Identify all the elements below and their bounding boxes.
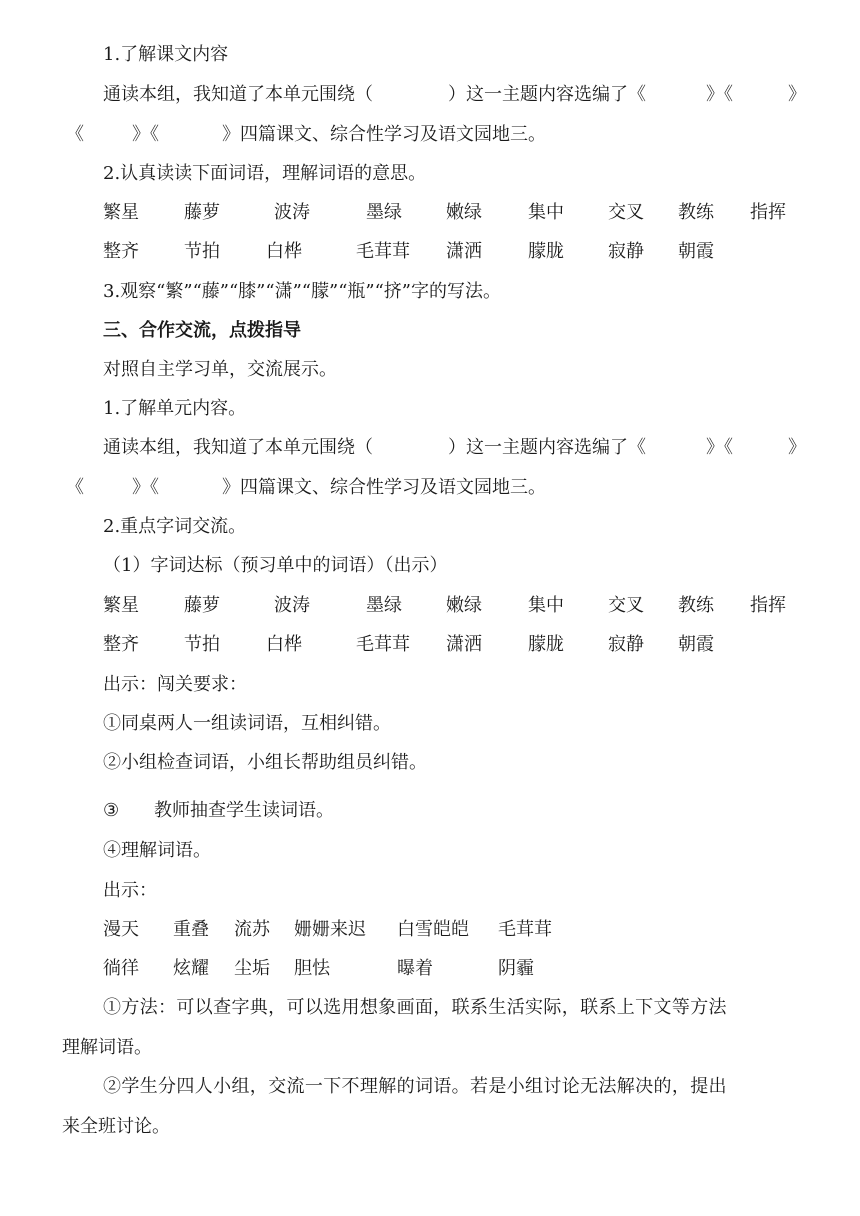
heading-text: 1.了解课文内容 xyxy=(103,44,229,65)
word: 交叉 xyxy=(608,202,644,223)
word: 朝霞 xyxy=(678,241,714,262)
show-label xyxy=(0,877,860,905)
section-title xyxy=(0,317,860,345)
fill-text-mid: ）这一主题内容选编了《 xyxy=(448,437,646,458)
word: 节拍 xyxy=(184,241,220,262)
word: 尘垢 xyxy=(234,958,270,979)
word: 藤萝 xyxy=(184,595,220,616)
show-text: 出示： xyxy=(103,880,157,901)
word: 徜徉 xyxy=(103,958,139,979)
fill-blank-line-1 xyxy=(0,81,860,109)
heading-observe-characters xyxy=(0,278,860,306)
word: 整齐 xyxy=(103,241,139,262)
book-quote-end: 》 xyxy=(788,437,806,458)
requirement-text: ①同桌两人一组读词语，互相纠错。 xyxy=(103,713,391,734)
intro-text: 对照自主学习单，交流展示。 xyxy=(103,359,337,380)
word: 节拍 xyxy=(184,634,220,655)
requirement-text: 教师抽查学生读词语。 xyxy=(154,800,334,821)
word: 指挥 xyxy=(750,595,786,616)
book-quote-start: 《 xyxy=(66,124,84,145)
heading-text: 3.观察“繁”“藤”“膝”“潇”“朦”“瓶”“挤”字的写法。 xyxy=(103,281,502,302)
requirement-item xyxy=(0,837,860,865)
word: 潇洒 xyxy=(446,241,482,262)
word: 波涛 xyxy=(274,202,310,223)
heading-understand-text xyxy=(0,41,860,69)
book-quote-end: 》 xyxy=(788,84,806,105)
word: 教练 xyxy=(678,595,714,616)
heading-text: 2.认真读读下面词语，理解词语的意思。 xyxy=(103,163,427,184)
word: 寂静 xyxy=(608,241,644,262)
book-quote-close: 》《 xyxy=(706,437,733,458)
requirement-text: ②小组检查词语，小组长帮助组员纠错。 xyxy=(103,752,427,773)
item-heading xyxy=(0,513,860,541)
requirement-number: ③ xyxy=(103,800,120,821)
requirement-item xyxy=(0,749,860,777)
fill-blank-line-2 xyxy=(0,474,860,502)
paragraph-text: 来全班讨论。 xyxy=(62,1116,170,1137)
word: 姗姗来迟 xyxy=(294,919,366,940)
paragraph-text: ①方法：可以查字典，可以选用想象画面，联系生活实际，联系上下文等方法 xyxy=(103,997,727,1018)
paragraph-text: ②学生分四人小组，交流一下不理解的词语。若是小组讨论无法解决的，提出 xyxy=(103,1076,727,1097)
item-text: 2.重点字词交流。 xyxy=(103,516,247,537)
requirements-heading xyxy=(0,671,860,699)
word: 重叠 xyxy=(173,919,209,940)
word: 朦胧 xyxy=(528,241,564,262)
word: 炫耀 xyxy=(173,958,209,979)
fill-blank-line-1 xyxy=(0,434,860,462)
fill-text-mid: ）这一主题内容选编了《 xyxy=(448,84,646,105)
word: 教练 xyxy=(678,202,714,223)
requirement-item xyxy=(0,797,860,825)
fill-blank-line-2 xyxy=(0,121,860,149)
word: 嫩绿 xyxy=(446,595,482,616)
sub-item-text: （1）字词达标（预习单中的词语）（出示） xyxy=(103,555,448,576)
fill-text: 通读本组，我知道了本单元围绕（ xyxy=(103,437,373,458)
word: 流苏 xyxy=(234,919,270,940)
word: 寂静 xyxy=(608,634,644,655)
heading-read-words xyxy=(0,160,860,188)
word: 波涛 xyxy=(274,595,310,616)
item-heading xyxy=(0,395,860,423)
word: 白雪皑皑 xyxy=(397,919,469,940)
word: 曝着 xyxy=(397,958,433,979)
word: 朝霞 xyxy=(678,634,714,655)
word: 漫天 xyxy=(103,919,139,940)
word: 嫩绿 xyxy=(446,202,482,223)
paragraph-text: 理解词语。 xyxy=(62,1037,152,1058)
word-row-2 xyxy=(0,631,860,659)
requirement-text: ④理解词语。 xyxy=(103,840,211,861)
word: 繁星 xyxy=(103,202,139,223)
word: 毛茸茸 xyxy=(356,241,410,262)
word: 藤萝 xyxy=(184,202,220,223)
group-paragraph-line-2 xyxy=(0,1113,860,1141)
word: 墨绿 xyxy=(366,595,402,616)
word: 毛茸茸 xyxy=(356,634,410,655)
word: 毛茸茸 xyxy=(498,919,552,940)
word-row-1 xyxy=(0,199,860,227)
fill-text: 通读本组，我知道了本单元围绕（ xyxy=(103,84,373,105)
word: 阴霾 xyxy=(498,958,534,979)
vocab-row-1 xyxy=(0,916,860,944)
word: 墨绿 xyxy=(366,202,402,223)
fill-text-end: 》四篇课文、综合性学习及语文园地三。 xyxy=(222,124,546,145)
word-row-1 xyxy=(0,592,860,620)
method-paragraph-line-2 xyxy=(0,1034,860,1062)
word: 集中 xyxy=(528,595,564,616)
word-row-2 xyxy=(0,238,860,266)
sub-item-heading xyxy=(0,552,860,580)
word: 白桦 xyxy=(266,634,302,655)
book-quote-close: 》《 xyxy=(706,84,733,105)
word: 白桦 xyxy=(266,241,302,262)
book-quote-close: 》《 xyxy=(132,477,159,498)
group-paragraph-line-1 xyxy=(0,1073,860,1101)
section-title-text: 三、合作交流，点拨指导 xyxy=(103,320,301,341)
word: 交叉 xyxy=(608,595,644,616)
requirement-item xyxy=(0,710,860,738)
method-paragraph-line-1 xyxy=(0,994,860,1022)
book-quote-close: 》《 xyxy=(132,124,159,145)
word: 繁星 xyxy=(103,595,139,616)
word: 朦胧 xyxy=(528,634,564,655)
paragraph xyxy=(0,356,860,384)
word: 整齐 xyxy=(103,634,139,655)
requirements-text: 出示：闯关要求： xyxy=(103,674,247,695)
fill-text-end: 》四篇课文、综合性学习及语文园地三。 xyxy=(222,477,546,498)
book-quote-start: 《 xyxy=(66,477,84,498)
word: 潇洒 xyxy=(446,634,482,655)
item-text: 1.了解单元内容。 xyxy=(103,398,247,419)
word: 集中 xyxy=(528,202,564,223)
word: 胆怯 xyxy=(294,958,330,979)
word: 指挥 xyxy=(750,202,786,223)
vocab-row-2 xyxy=(0,955,860,983)
